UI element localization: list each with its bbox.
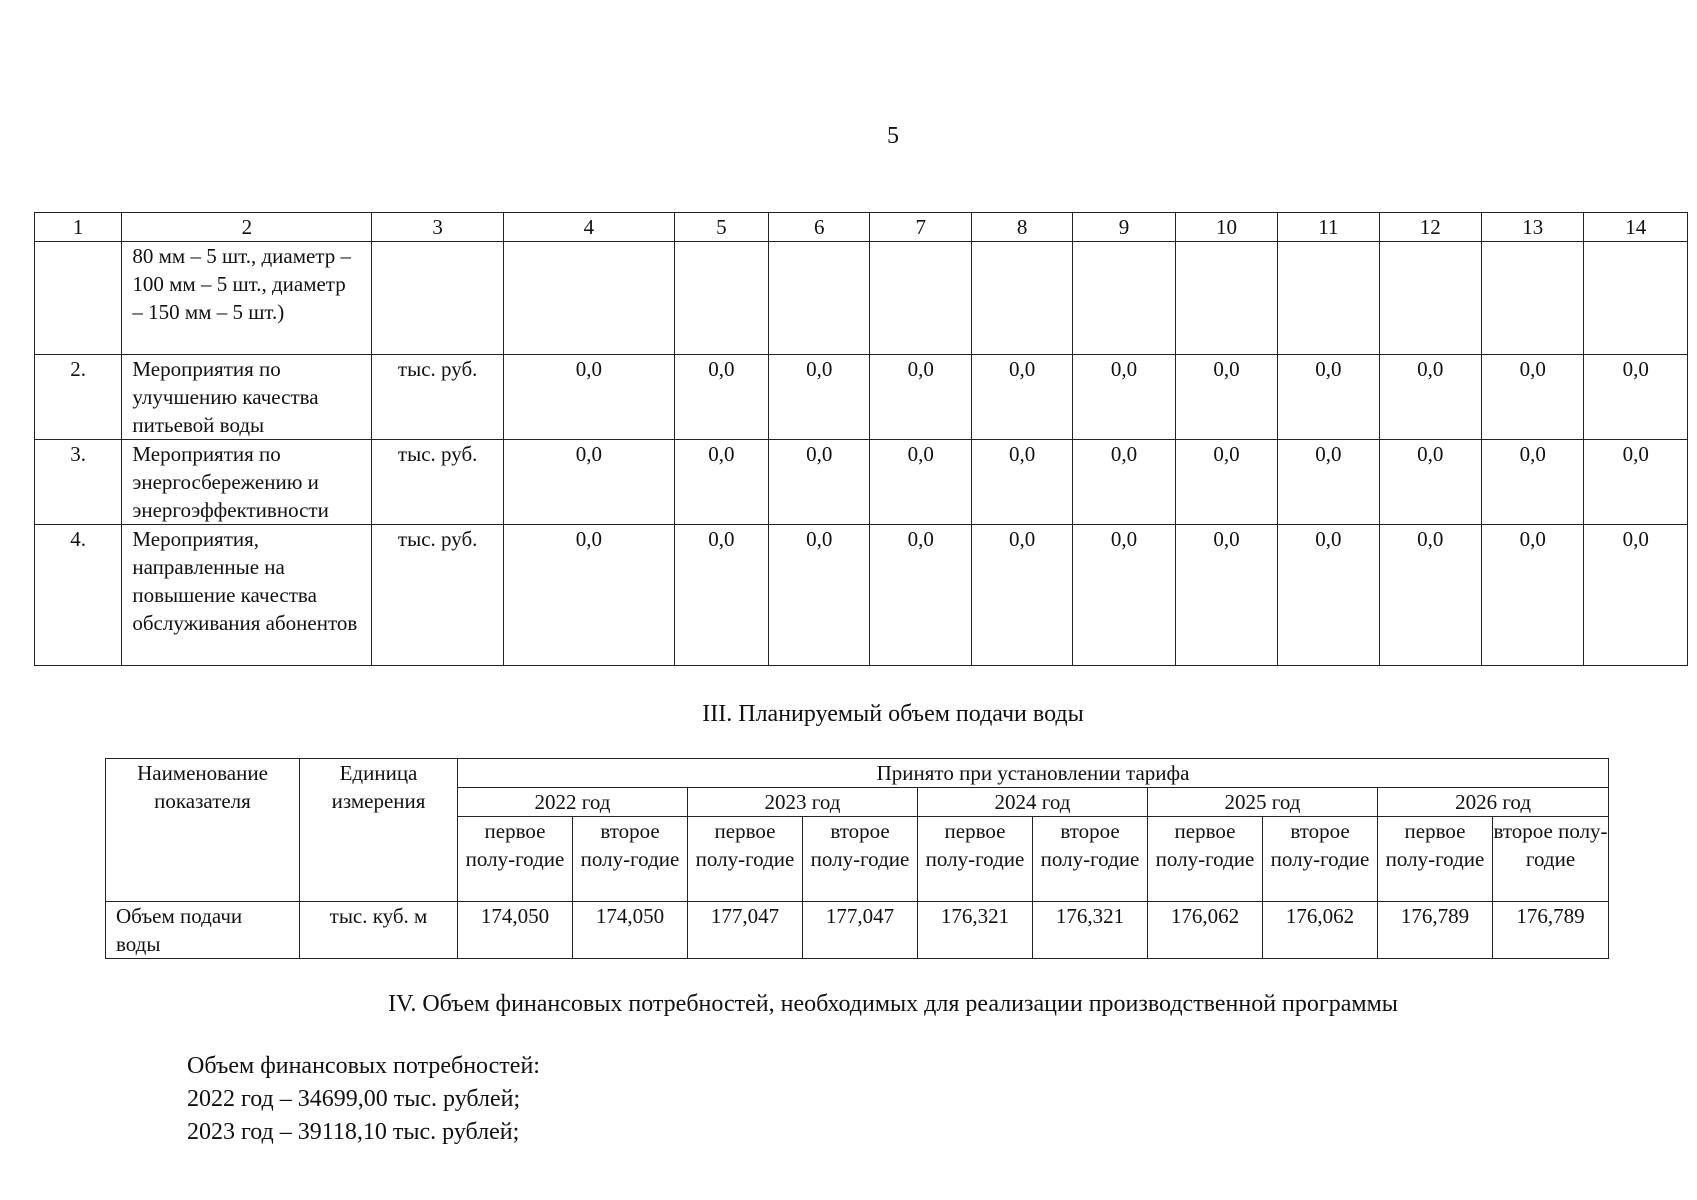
value-cell: 0,0 [503, 525, 674, 666]
measure-unit: тыс. руб. [372, 355, 504, 440]
value-cell: 0,0 [674, 355, 768, 440]
section-4-title: IV. Объем финансовых потребностей, необходимых для реализации производственной программы [388, 991, 1398, 1017]
value-cell: 0,0 [870, 525, 971, 666]
year-header: 2024 год [918, 788, 1148, 817]
column-number-cell: 4 [503, 213, 674, 242]
value-cell: 0,0 [1584, 525, 1688, 666]
volume-value: 176,321 [918, 902, 1033, 959]
value-cell: 0,0 [1073, 440, 1175, 525]
financial-needs-2022: 2022 год – 34699,00 тыс. рублей; [187, 1086, 521, 1112]
water-supply-table [105, 758, 1609, 959]
column-number-cell: 9 [1073, 213, 1175, 242]
second-half-header: второе полу-годие [1493, 817, 1609, 902]
value-cell: 0,0 [1482, 440, 1584, 525]
value-cell: 0,0 [769, 440, 870, 525]
table-row [35, 525, 1688, 666]
value-cell: 0,0 [1073, 355, 1175, 440]
value-cell [1482, 242, 1584, 355]
section-3-title: III. Планируемый объем подачи воды [702, 701, 1084, 727]
year-header: 2026 год [1378, 788, 1609, 817]
measure-name: Мероприятия, направленные на повышение качества обслуживания абонентов [122, 525, 372, 666]
column-number-cell: 8 [971, 213, 1072, 242]
value-cell [769, 242, 870, 355]
value-cell: 0,0 [503, 355, 674, 440]
first-half-header: первое полу-годие [688, 817, 803, 902]
table-row [35, 440, 1688, 525]
column-number-cell: 2 [122, 213, 372, 242]
column-number-cell: 6 [769, 213, 870, 242]
value-cell [1175, 242, 1277, 355]
measure-unit [372, 242, 504, 355]
value-cell: 0,0 [1175, 440, 1277, 525]
row-number: 2. [35, 355, 122, 440]
row-number: 3. [35, 440, 122, 525]
row-number [35, 242, 122, 355]
volume-value: 176,789 [1493, 902, 1609, 959]
measure-unit: тыс. руб. [372, 525, 504, 666]
value-cell: 0,0 [674, 525, 768, 666]
page-number: 5 [887, 123, 899, 149]
value-cell [1584, 242, 1688, 355]
table-row [35, 355, 1688, 440]
value-cell: 0,0 [1175, 525, 1277, 666]
first-half-header: первое полу-годие [1378, 817, 1493, 902]
value-cell: 0,0 [769, 525, 870, 666]
year-header: 2023 год [688, 788, 918, 817]
value-cell [870, 242, 971, 355]
value-cell: 0,0 [674, 440, 768, 525]
value-cell: 0,0 [971, 525, 1072, 666]
value-cell [1073, 242, 1175, 355]
first-half-header: первое полу-годие [458, 817, 573, 902]
value-cell: 0,0 [870, 440, 971, 525]
first-half-header: первое полу-годие [918, 817, 1033, 902]
volume-value: 177,047 [803, 902, 918, 959]
measure-name: 80 мм – 5 шт., диаметр – 100 мм – 5 шт., диаметр – 150 мм – 5 шт.) [122, 242, 372, 355]
value-cell: 0,0 [1278, 355, 1379, 440]
column-number-row [35, 213, 1688, 242]
value-cell: 0,0 [971, 440, 1072, 525]
column-number-cell: 5 [674, 213, 768, 242]
column-number-cell: 12 [1379, 213, 1481, 242]
column-number-cell: 13 [1482, 213, 1584, 242]
value-cell: 0,0 [971, 355, 1072, 440]
value-cell: 0,0 [503, 440, 674, 525]
column-number-cell: 14 [1584, 213, 1688, 242]
row-unit: тыс. куб. м [300, 902, 458, 959]
value-cell: 0,0 [1278, 525, 1379, 666]
value-cell: 0,0 [1379, 525, 1481, 666]
financial-needs-2023: 2023 год – 39118,10 тыс. рублей; [187, 1119, 520, 1145]
value-cell [503, 242, 674, 355]
value-cell: 0,0 [1379, 355, 1481, 440]
value-cell: 0,0 [870, 355, 971, 440]
value-cell: 0,0 [1584, 440, 1688, 525]
value-cell [971, 242, 1072, 355]
value-cell [674, 242, 768, 355]
column-number-cell: 7 [870, 213, 971, 242]
measure-name: Мероприятия по энергосбережению и энергоэффективности [122, 440, 372, 525]
column-number-cell: 11 [1278, 213, 1379, 242]
second-half-header: второе полу-годие [573, 817, 688, 902]
measure-name: Мероприятия по улучшению качества питьевой воды [122, 355, 372, 440]
volume-value: 176,321 [1033, 902, 1148, 959]
header-accepted-tariff: Принято при установлении тарифа [458, 759, 1609, 788]
row-number: 4. [35, 525, 122, 666]
financial-needs-block [187, 1050, 540, 1149]
second-half-header: второе полу-годие [803, 817, 918, 902]
value-cell: 0,0 [1175, 355, 1277, 440]
volume-value: 174,050 [458, 902, 573, 959]
measures-table [34, 212, 1688, 666]
value-cell: 0,0 [1482, 525, 1584, 666]
year-header: 2025 год [1148, 788, 1378, 817]
volume-value: 176,062 [1263, 902, 1378, 959]
value-cell [1278, 242, 1379, 355]
column-number-cell: 3 [372, 213, 504, 242]
column-number-cell: 10 [1175, 213, 1277, 242]
financial-needs-heading: Объем финансовых потребностей: [187, 1053, 540, 1079]
value-cell: 0,0 [769, 355, 870, 440]
value-cell [1379, 242, 1481, 355]
value-cell: 0,0 [1278, 440, 1379, 525]
column-number-cell: 1 [35, 213, 122, 242]
measure-unit: тыс. руб. [372, 440, 504, 525]
row-indicator-name: Объем подачи воды [106, 902, 300, 959]
header-indicator-name: Наименование показателя [106, 759, 300, 902]
value-cell: 0,0 [1584, 355, 1688, 440]
second-half-header: второе полу-годие [1033, 817, 1148, 902]
year-header: 2022 год [458, 788, 688, 817]
table-row [35, 242, 1688, 355]
second-half-header: второе полу-годие [1263, 817, 1378, 902]
value-cell: 0,0 [1379, 440, 1481, 525]
value-cell: 0,0 [1482, 355, 1584, 440]
volume-value: 176,789 [1378, 902, 1493, 959]
volume-value: 176,062 [1148, 902, 1263, 959]
volume-value: 174,050 [573, 902, 688, 959]
volume-value: 177,047 [688, 902, 803, 959]
value-cell: 0,0 [1073, 525, 1175, 666]
header-unit: Единица измерения [300, 759, 458, 902]
first-half-header: первое полу-годие [1148, 817, 1263, 902]
